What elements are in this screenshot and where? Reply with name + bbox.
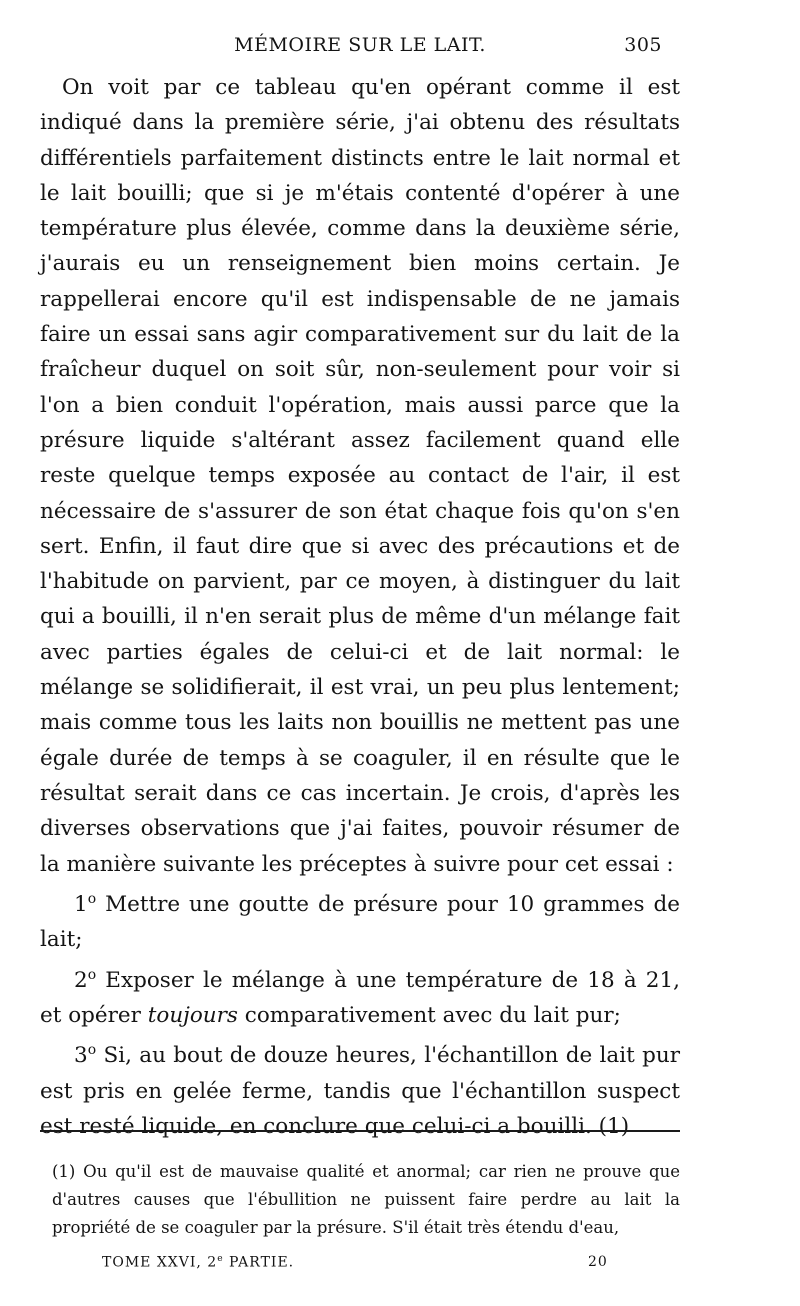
footnote: (1) Ou qu'il est de mauvaise qualité et anormal; car rien ne prouve que d'autres causes que l'ébullition ne puissent faire perdre au lait la propriété de se coaguler par la présure. S'il était très étendu d'eau, (52, 1162, 680, 1237)
list-item-1 (40, 882, 680, 958)
item-1-degree: o (87, 890, 97, 907)
list-item-3 (40, 1033, 680, 1144)
volume-label (102, 1254, 294, 1271)
page-footer (0, 1254, 800, 1278)
item-2-number: 2 (74, 967, 88, 993)
volume-superscript: e (217, 1254, 224, 1264)
item-1-text: Mettre une goutte de présure pour 10 grammes de lait; (40, 891, 680, 953)
signature-mark: 20 (588, 1254, 608, 1270)
item-3-number: 3 (74, 1043, 88, 1069)
main-paragraph: On voit par ce tableau qu'en opérant comme il est indiqué dans la première série, j'ai obtenu des résultats différentiels parfaitement distincts entre le lait normal et le lait bouilli; que si je m'étais contenté d'opérer à une température plus élevée, comme dans la deuxième série, j'aurais eu un renseignement bien moins certain. Je rappellerai encore qu'il est indispensable de ne jamais faire un essai sans agir comparativement sur du lait de la fraîcheur duquel on soit sûr, non-seulement pour voir si l'on a bien conduit l'opération, mais aussi parce que la présure liquide s'altérant assez facilement quand elle reste quelque temps exposée au contact de l'air, il est nécessaire de s'assurer de son état chaque fois qu'on s'en sert. Enfin, il faut dire que si avec des précautions et de l'habitude on parvient, par ce moyen, à distinguer du lait qui a bouilli, il n'en serait plus de même d'un mélange fait avec parties égales de celui-ci et de lait normal: le mélange se solidifierait, il est vrai, un peu plus lentement; mais comme tous les laits non bouillis ne mettent pas une égale durée de temps à se coaguler, il en résulte que le résultat serait dans ce cas incertain. Je crois, d'après les diverses observations que j'ai faites, pouvoir résumer de la manière suivante les préceptes à suivre pour cet essai : (40, 75, 680, 877)
item-2-text-a: Exposer le mélange à une température de 18 à 21, et opérer (40, 967, 680, 1029)
item-2-text-b: comparativement avec du lait pur; (237, 1003, 621, 1029)
volume-part: PARTIE. (223, 1254, 295, 1271)
volume-text: TOME XXVI, 2 (102, 1254, 218, 1271)
running-title: MÉMOIRE SUR LE LAIT. (234, 34, 486, 56)
list-item-2 (40, 958, 680, 1034)
item-3-degree: o (87, 1042, 97, 1059)
footnote-rule (40, 1130, 680, 1132)
item-2-emphasis: toujours (147, 1003, 238, 1029)
running-header (0, 34, 800, 62)
page-number: 305 (624, 34, 662, 56)
main-text (40, 70, 680, 1144)
item-1-number: 1 (74, 891, 88, 917)
item-2-degree: o (87, 966, 97, 983)
item-3-text: Si, au bout de douze heures, l'échantillon de lait pur est pris en gelée ferme, tandis que l'échantillon suspect est resté liquide, en conclure que celui-ci a bouilli. (1) (40, 1043, 680, 1140)
